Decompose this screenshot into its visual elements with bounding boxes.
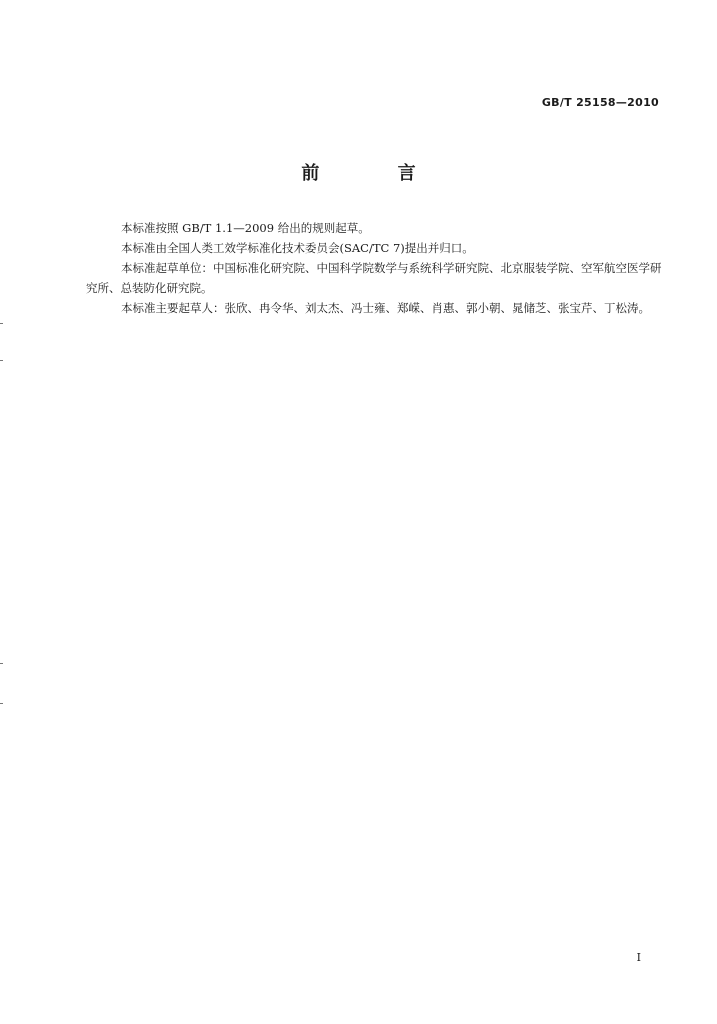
paragraph-drafting-rules: 本标准按照 GB/T 1.1—2009 给出的规则起草。 xyxy=(121,221,370,235)
standard-code: GB/T 25158—2010 xyxy=(541,96,659,109)
page-number: I xyxy=(636,951,641,964)
foreword-body xyxy=(86,218,664,318)
margin-mark xyxy=(0,663,3,664)
paragraph-proposer: 本标准由全国人类工效学标准化技术委员会(SAC/TC 7)提出并归口。 xyxy=(121,241,474,255)
paragraph-drafters: 本标准主要起草人：张欣、冉令华、刘太杰、冯士雍、郑嵘、肖惠、郭小朝、晁储芝、张宝芹、丁松涛。 xyxy=(121,301,650,315)
margin-mark xyxy=(0,360,3,361)
margin-mark xyxy=(0,323,3,324)
page-title: 前 言 xyxy=(301,163,452,184)
paragraph-drafting-units: 本标准起草单位：中国标准化研究院、中国科学院数学与系统科学研究院、北京服装学院、空军航空医学研究所、总装防化研究院。 xyxy=(86,261,662,295)
margin-mark xyxy=(0,703,3,704)
